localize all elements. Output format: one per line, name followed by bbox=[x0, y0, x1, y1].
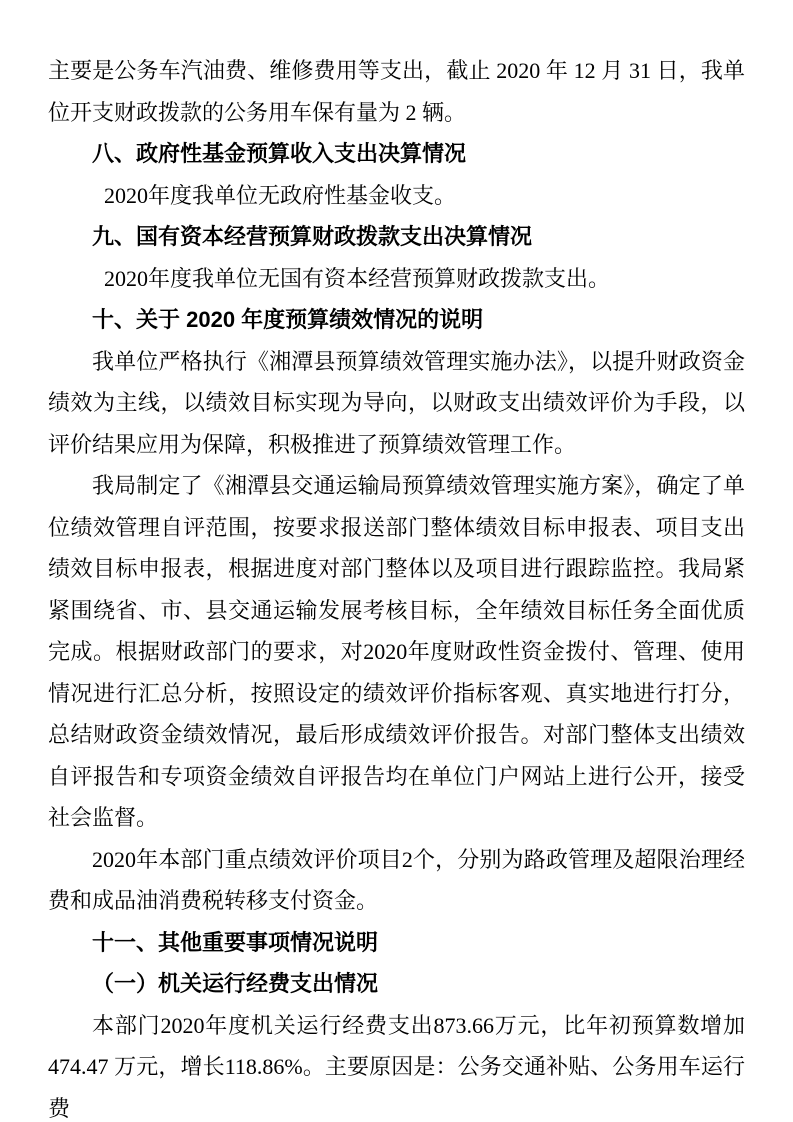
section-heading: 十一、其他重要事项情况说明 bbox=[92, 929, 379, 955]
section-heading: 九、国有资本经营预算财政拨款支出决算情况 bbox=[92, 224, 533, 249]
section-heading: 十、关于 2020 年度预算绩效情况的说明 bbox=[92, 307, 484, 332]
section-heading: （一）机关运行经费支出情况 bbox=[92, 971, 379, 996]
body-paragraph: 2020年度我单位无国有资本经营预算财政拨款支出。 bbox=[104, 265, 611, 291]
body-paragraph: 我单位严格执行《湘潭县预算绩效管理实施办法》，以提升财政资金绩效为主线，以绩效目标实现为导向，以财政支出绩效评价为手段，以评价结果应用为保障，积极推进了预算绩效管理工作。 bbox=[48, 348, 745, 457]
body-paragraph: 主要是公务车汽油费、维修费用等支出，截止 2020 年 12 月 31 日，我单位开支财政拨款的公务用车保有量为 2 辆。 bbox=[48, 58, 745, 125]
body-paragraph: 2020年本部门重点绩效评价项目2个，分别为路政管理及超限治理经费和成品油消费税转移支付资金。 bbox=[48, 846, 745, 913]
body-paragraph: 2020年度我单位无政府性基金收支。 bbox=[104, 182, 457, 208]
body-paragraph: 本部门2020年度机关运行经费支出873.66万元，比年初预算数增加474.47 万元，增长118.86%。主要原因是：公务交通补贴、公务用车运行费 bbox=[48, 1012, 745, 1121]
section-heading: 八、政府性基金预算收入支出决算情况 bbox=[92, 141, 467, 166]
document-body bbox=[48, 50, 745, 1122]
body-paragraph: 我局制定了《湘潭县交通运输局预算绩效管理实施方案》，确定了单位绩效管理自评范围，按要求报送部门整体绩效目标申报表、项目支出绩效目标申报表，根据进度对部门整体以及项目进行跟踪监控。我局紧紧围绕省、市、县交通运输发展考核目标，全年绩效目标任务全面优质完成。根据财政部门的要求，对2020年度财政性资金拨付、管理、使用情况进行汇总分析，按照设定的绩效评价指标客观、真实地进行打分，总结财政资金绩效情况，最后形成绩效评价报告。对部门整体支出绩效自评报告和专项资金绩效自评报告均在单位门户网站上进行公开，接受社会监督。 bbox=[48, 473, 745, 830]
